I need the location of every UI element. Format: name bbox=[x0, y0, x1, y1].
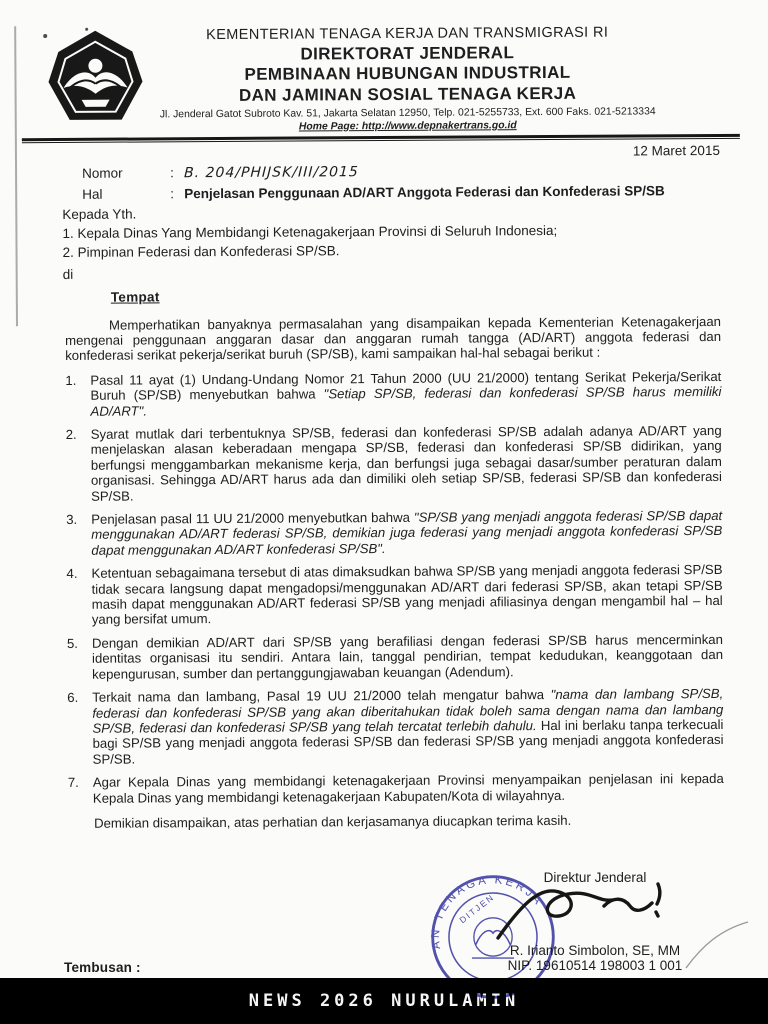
recipients-block bbox=[62, 202, 721, 307]
list-item bbox=[66, 508, 722, 558]
item-number: 5. bbox=[66, 635, 78, 651]
list-item bbox=[67, 632, 723, 682]
recipient-line: 2. Pimpinan Federasi dan Konfederasi SP/SB. bbox=[62, 243, 340, 260]
signature-ink bbox=[492, 876, 682, 950]
letter-date: 12 Maret 2015 bbox=[632, 143, 720, 159]
division-line-1: PEMBINAAN HUBUNGAN INDUSTRIAL bbox=[244, 63, 571, 85]
item-number: 6. bbox=[67, 689, 79, 706]
quoted-text: "SP/SB yang menjadi anggota federasi SP/SB dapat menggunakan AD/ART federasi SP/SB, demikian juga federasi yang menjadi anggota konfederasi SP/SB dapat menggunakan AD/ART konfederasi SP/SB". bbox=[91, 507, 723, 558]
hal-value: Penjelasan Penggunaan AD/ART Anggota Federasi dan Konfederasi SP/SB bbox=[184, 182, 665, 201]
item-text: Dengan demikian AD/ART dari SP/SB yang berafiliasi dengan federasi SP/SB harus mencerminkan identitas organisasi itu sendiri. Antara lain, tanggal pendirian, tempat kedudukan, keanggotaan dan kepengurusan, sumber dan pertanggungjawaban keuangan (Adendum). bbox=[91, 631, 724, 682]
scan-speck bbox=[85, 28, 88, 31]
list-item bbox=[68, 771, 724, 806]
separator: : bbox=[170, 185, 175, 201]
item-number: 3. bbox=[66, 511, 78, 527]
item-number: 1. bbox=[65, 372, 77, 388]
separator: : bbox=[170, 165, 174, 181]
item-number: 7. bbox=[67, 775, 79, 791]
office-address: Jl. Jenderal Gatot Subroto Kav. 51, Jakarta Selatan 12950, Telp. 021-5255733, Ext. 600 Faks. 021-5213334 bbox=[159, 106, 656, 121]
recipient-di: di bbox=[62, 266, 74, 282]
salutation: Kepada Yth. bbox=[62, 206, 137, 223]
letterhead bbox=[45, 24, 726, 135]
ministry-name: KEMENTERIAN TENAGA KERJA DAN TRANSMIGRASI RI bbox=[206, 24, 609, 44]
item-text: Syarat mutlak dari terbentuknya SP/SB, federasi dan konfederasi SP/SB adalah adanya AD/ART yang menjelaskan alasan keberadaan mengapa SP/SB, federasi dan konfederasi SP/SB didirikan, yang berfungsi menggambarkan mekanisme kerja, dan berfungsi juga sebagai dasar/sumber peraturan dalam organisasi. Sehingga AD/ART harus ada dan dimiliki oleh setiap SP/SB, federasi SP/SB dan konfederasi SP/SB. bbox=[90, 422, 722, 504]
list-item bbox=[67, 686, 723, 767]
recipient-line: 1. Kepala Dinas Yang Membidangi Ketenagakerjaan Provinsi di Seluruh Indonesia; bbox=[62, 222, 558, 241]
watermark-bar bbox=[0, 978, 768, 1024]
item-text: Agar Kepala Dinas yang membidangi ketenagakerjaan Provinsi menyampaikan penjelasan ini kepada Kepala Dinas yang membidangi ketenagakerjaan Kabupaten/Kota di wilayahnya. bbox=[92, 771, 724, 806]
svg-text:AN TENAGA KERJA: AN TENAGA KERJA bbox=[429, 874, 546, 950]
letter-meta bbox=[82, 160, 720, 204]
item-text: Penjelasan pasal 11 UU 21/2000 menyebutkan bahwa "SP/SB yang menjadi anggota federasi SP/SB dapat menggunakan AD/ART federasi SP/SB, demikian juga federasi yang menjadi anggota konfederasi SP/SB dapat menggunakan AD/ART konfederasi SP/SB". bbox=[91, 507, 723, 558]
svg-text:DITJEN: DITJEN bbox=[457, 891, 497, 926]
list-item bbox=[66, 562, 722, 628]
ministry-emblem-logo bbox=[45, 27, 150, 131]
quoted-text: "nama dan lambang SP/SB, federasi dan konfederasi SP/SB yang akan diberitahukan tidak boleh sama dengan nama dan lambang SP/SB, federasi dan konfederasi SP/SB yang telah tercatat terlebih dahulu. bbox=[92, 686, 724, 736]
signer-nip: NIP. 19610514 198003 1 001 bbox=[507, 958, 683, 973]
opening-paragraph: Memperhatikan banyaknya permasalahan yang disampaikan kepada Kementerian Ketenagakerjaan mengenai penggunaan anggaran dasar dan anggaran rumah tangga (AD/ART) anggota federasi dan konfederasi serikat pekerja/serikat buruh (SP/SB), kami sampaikan hal-hal sebagai berikut : bbox=[65, 313, 722, 364]
homepage-url: Home Page: http://www.depnakertrans.go.id bbox=[298, 119, 517, 133]
closing-paragraph: Demikian disampaikan, atas perhatian dan kerjasamanya diucapkan terima kasih. bbox=[93, 812, 572, 831]
tembusan-label: Tembusan : bbox=[64, 960, 141, 975]
item-text: Ketentuan sebagaimana tersebut di atas dimaksudkan bahwa SP/SB yang menjadi anggota federasi SP/SB tidak secara langsung dapat mengadopsi/menggunakan AD/ART dari federasi SP/SB, akan tetapi SP/SB masih dapat menggunakan AD/ART federasi SP/SB yang menjadi afiliasinya dengan mengambil hal – hal yang bersifat umum. bbox=[91, 562, 723, 628]
list-item bbox=[65, 369, 721, 419]
numbered-points bbox=[65, 369, 724, 806]
scan-edge-artifact bbox=[14, 26, 18, 326]
recipient-place: Tempat bbox=[110, 289, 160, 305]
directorate-name: DIREKTORAT JENDERAL bbox=[300, 42, 515, 64]
quoted-text: "Setiap SP/SB, federasi dan konfederasi SP/SB harus memiliki AD/ART". bbox=[90, 384, 722, 419]
letter-body bbox=[65, 314, 724, 832]
item-text: Pasal 11 ayat (1) Undang-Undang Nomor 21 Tahun 2000 (UU 21/2000) tentang Serikat Pekerja/Serikat Buruh (SP/SB) menyebutkan bahwa "Setiap SP/SB, federasi dan konfederasi SP/SB harus memiliki AD/ART". bbox=[90, 368, 722, 419]
signer-name: R. Irianto Simbolon, SE, MM bbox=[509, 943, 681, 958]
watermark-text: NEWS 2026 NURULAMIN bbox=[248, 991, 520, 1011]
letterhead-text bbox=[149, 24, 666, 134]
list-item bbox=[66, 423, 722, 504]
division-line-2: DAN JAMINAN SOSIAL TENAGA KERJA bbox=[238, 83, 577, 106]
nomor-value: B. 204/PHIJSK/III/2015 bbox=[183, 164, 360, 182]
nomor-label: Nomor bbox=[82, 165, 123, 182]
hal-row bbox=[82, 181, 720, 204]
item-text: Terkait nama dan lambang, Pasal 19 UU 21/2000 telah mengatur bahwa "nama dan lambang SP/SB, federasi dan konfederasi SP/SB yang akan diberitahukan tidak boleh sama dengan nama dan lambang SP/SB, federasi dan konfederasi SP/SB yang telah tercatat terlebih dahulu. Hal ini berlaku tanpa terkecuali bagi SP/SB yang menjadi anggota federasi SP/SB dan federasi SP/SB yang menjadi anggota konfederasi SP/SB. bbox=[92, 686, 724, 767]
scan-speck bbox=[43, 34, 47, 38]
hal-label: Hal bbox=[82, 186, 103, 202]
signer-title: Direktur Jenderal bbox=[543, 870, 647, 885]
item-number: 2. bbox=[65, 426, 77, 442]
item-number: 4. bbox=[66, 566, 78, 582]
letterhead-divider bbox=[22, 134, 740, 143]
